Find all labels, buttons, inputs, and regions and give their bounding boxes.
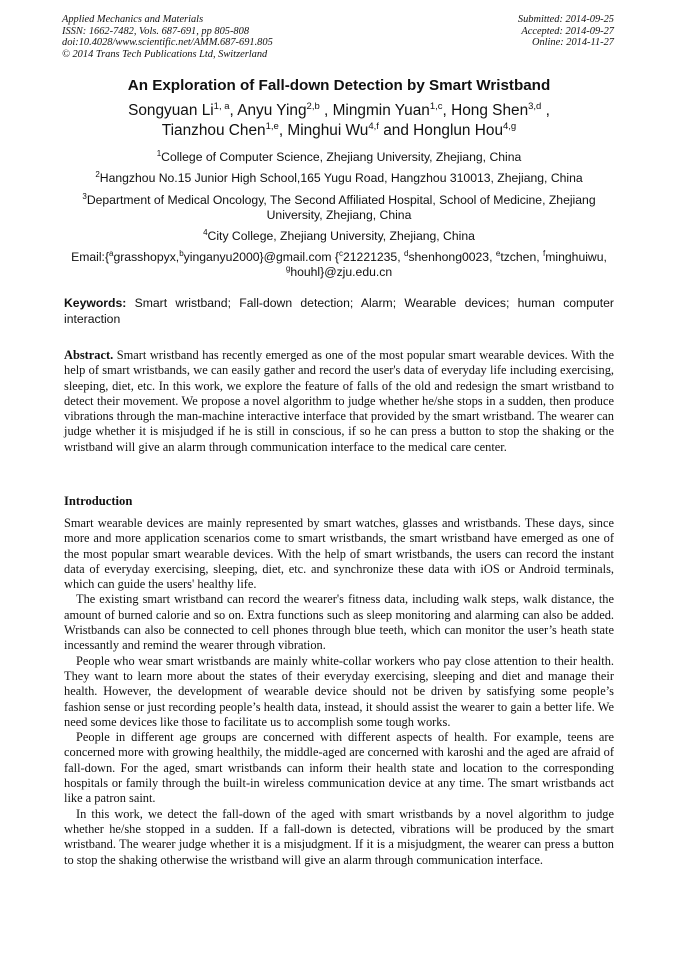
abstract-label: Abstract. xyxy=(64,348,114,362)
author-name: Tianzhou Chen xyxy=(161,122,266,139)
author-separator: and xyxy=(378,122,414,139)
journal-issn: ISSN: 1662-7482, Vols. 687-691, pp 805-808 xyxy=(62,25,250,37)
affiliation-number: 1 xyxy=(156,149,162,158)
affiliation-4 xyxy=(62,229,616,244)
introduction-body xyxy=(64,516,614,868)
affiliation-text: Hangzhou No.15 Junior High School,165 Yugu Road, Hangzhou 310013, Zhejiang, China xyxy=(99,171,583,185)
abstract xyxy=(64,348,614,455)
email-sup: e xyxy=(495,249,501,258)
paragraph: People who wear smart wristbands are mainly white-collar workers who pay close attention to their health. They want to learn more about the states of their everyday exercising, sleeping and diet and manage their health. However, the development of wearable device should not be driven by satisfying some people’s fashion sense or just recording people’s health data, instead, it should assist the wearer to gain a better life. We need some devices like those to facilitate us to accomplish some tough works. xyxy=(64,653,614,729)
affiliation-number: 4 xyxy=(203,228,208,237)
author-separator: , xyxy=(541,102,550,119)
author-name: Minghui Wu xyxy=(287,122,369,139)
author-sup: 1, a xyxy=(213,101,230,112)
email-part: 21221235, xyxy=(342,250,404,264)
author-line-2 xyxy=(0,121,678,141)
author-separator: , xyxy=(229,102,238,119)
author-sup: 4,f xyxy=(368,121,379,132)
keywords xyxy=(64,296,614,327)
email-sup: c xyxy=(338,249,343,258)
paragraph: People in different age groups are concerned with different aspects of health. For example, teens are concerned more with growing healthily, the middle-aged are concerned with karoshi and the aged are afraid of fall-down. For the aged, smart wristbands can inform their health state and location to the corresponding hospitals or family through the built-in wireless communication device at any time. The smart wristbands act like a patron saint. xyxy=(64,730,614,806)
affiliation-number: 3 xyxy=(82,192,87,201)
affiliation-text: City College, Zhejiang University, Zhejiang, China xyxy=(207,229,475,243)
online-date: Online: 2014-11-27 xyxy=(531,37,614,49)
author-list xyxy=(0,101,678,141)
affiliation-text: Department of Medical Oncology, The Second Affiliated Hospital, School of Medicine, Zhejiang University, Zhejiang, China xyxy=(86,193,596,223)
author-sup: 1,e xyxy=(265,121,279,132)
author-line-1 xyxy=(0,101,678,121)
affiliation-number: 2 xyxy=(95,170,100,179)
email-line xyxy=(62,250,616,280)
publication-dates xyxy=(518,14,614,49)
author-sup: 3,d xyxy=(528,101,542,112)
introduction-heading: Introduction xyxy=(64,494,133,508)
affiliation-1 xyxy=(62,150,616,165)
email-sup: d xyxy=(403,249,409,258)
paragraph: The existing smart wristband can record the wearer's fitness data, including walk steps, walk distance, the amount of burned calorie and so on. Extra functions such as sleep monitoring and alarming can also be added. Wristbands can also be connected to cell phones through blue teeth, which can monitor the user’s heath state incessantly and remind the wearer through vibration. xyxy=(64,592,614,653)
author-separator: , xyxy=(319,102,333,119)
email-part: houhl}@zju.edu.cn xyxy=(290,265,393,280)
email-sup: b xyxy=(179,249,184,258)
email-sup: f xyxy=(543,249,546,258)
author-name: Mingmin Yuan xyxy=(332,102,430,119)
abstract-text: Smart wristband has recently emerged as one of the most popular smart wearable devices. With the help of smart wristbands, we can easily gather and record the user's data of everyday life including exercising, sleeping, diet, etc. In this work, we explore the feature of falls of the old and redesign the smart wristband to detect their movement. We propose a novel algorithm to judge whether he/she stops in a sudden, then produce vibrations through the man-machine interactive interface that provided by the smart wristband. The wearer can judge whether it is misjudged if he is still in conscious, if so he can press a button to stop the shaking or the wristband will give an alarm through communication interface to the medical care center. xyxy=(64,348,614,454)
affiliation-3 xyxy=(62,193,616,223)
email-prefix: Email:{ xyxy=(71,250,110,264)
journal-info xyxy=(62,14,273,60)
journal-copyright: © 2014 Trans Tech Publications Ltd, Switzerland xyxy=(62,48,268,60)
keywords-label: Keywords: xyxy=(64,296,127,310)
accepted-date: Accepted: 2014-09-27 xyxy=(521,25,614,37)
author-name: Anyu Ying xyxy=(237,102,307,119)
email-part: minghuiwu, xyxy=(545,250,607,264)
email-part: grasshopyx, xyxy=(113,250,180,264)
author-sup: 2,b xyxy=(306,101,320,112)
affiliation-2 xyxy=(62,171,616,186)
author-name: Honglun Hou xyxy=(413,122,503,139)
author-sup: 1,c xyxy=(429,101,443,112)
affiliation-text: College of Computer Science, Zhejiang University, Zhejiang, China xyxy=(161,150,522,164)
paragraph: In this work, we detect the fall-down of the aged with smart wristbands by a novel algorithm to judge whether he/she stopped in a sudden. If a fall-down is detected, vibrations will be produced by the smart wristband. The wearer judge whether it is a misjudgment. If it is a misjudgment, the wearer can press a button to stop the shaking otherwise the wristband will give an alarm through communication interface. xyxy=(64,806,614,867)
author-name: Songyuan Li xyxy=(128,102,214,119)
journal-doi: doi:10.4028/www.scientific.net/AMM.687-691.805 xyxy=(62,37,273,49)
author-name: Hong Shen xyxy=(451,102,529,119)
email-part: shenhong0023, xyxy=(408,250,496,264)
journal-name: Applied Mechanics and Materials xyxy=(62,14,204,25)
author-sup: 4,g xyxy=(503,121,517,132)
author-separator: , xyxy=(278,122,288,139)
paper-title: An Exploration of Fall-down Detection by Smart Wristband xyxy=(127,77,551,94)
author-separator: , xyxy=(442,102,452,119)
email-part: tzchen, xyxy=(500,250,544,264)
email-sup: g xyxy=(285,264,291,274)
submitted-date: Submitted: 2014-09-25 xyxy=(517,14,614,25)
email-part: yinganyu2000}@gmail.com { xyxy=(183,250,339,264)
paragraph: Smart wearable devices are mainly represented by smart watches, glasses and wristbands. These days, since more and more application scenarios come to smart wristbands, the smart wristband have emerged as one of the most popular smart wearable devices. With the help of smart wristbands, the users can record the instant data of everyday exercising, sleeping, diet, etc. and synchronize these data with iOS or Android terminals, which can guide the users' healthy life. xyxy=(64,516,614,592)
keywords-text: Smart wristband; Fall-down detection; Alarm; Wearable devices; human computer interaction xyxy=(64,296,614,326)
email-sup: a xyxy=(109,249,114,258)
